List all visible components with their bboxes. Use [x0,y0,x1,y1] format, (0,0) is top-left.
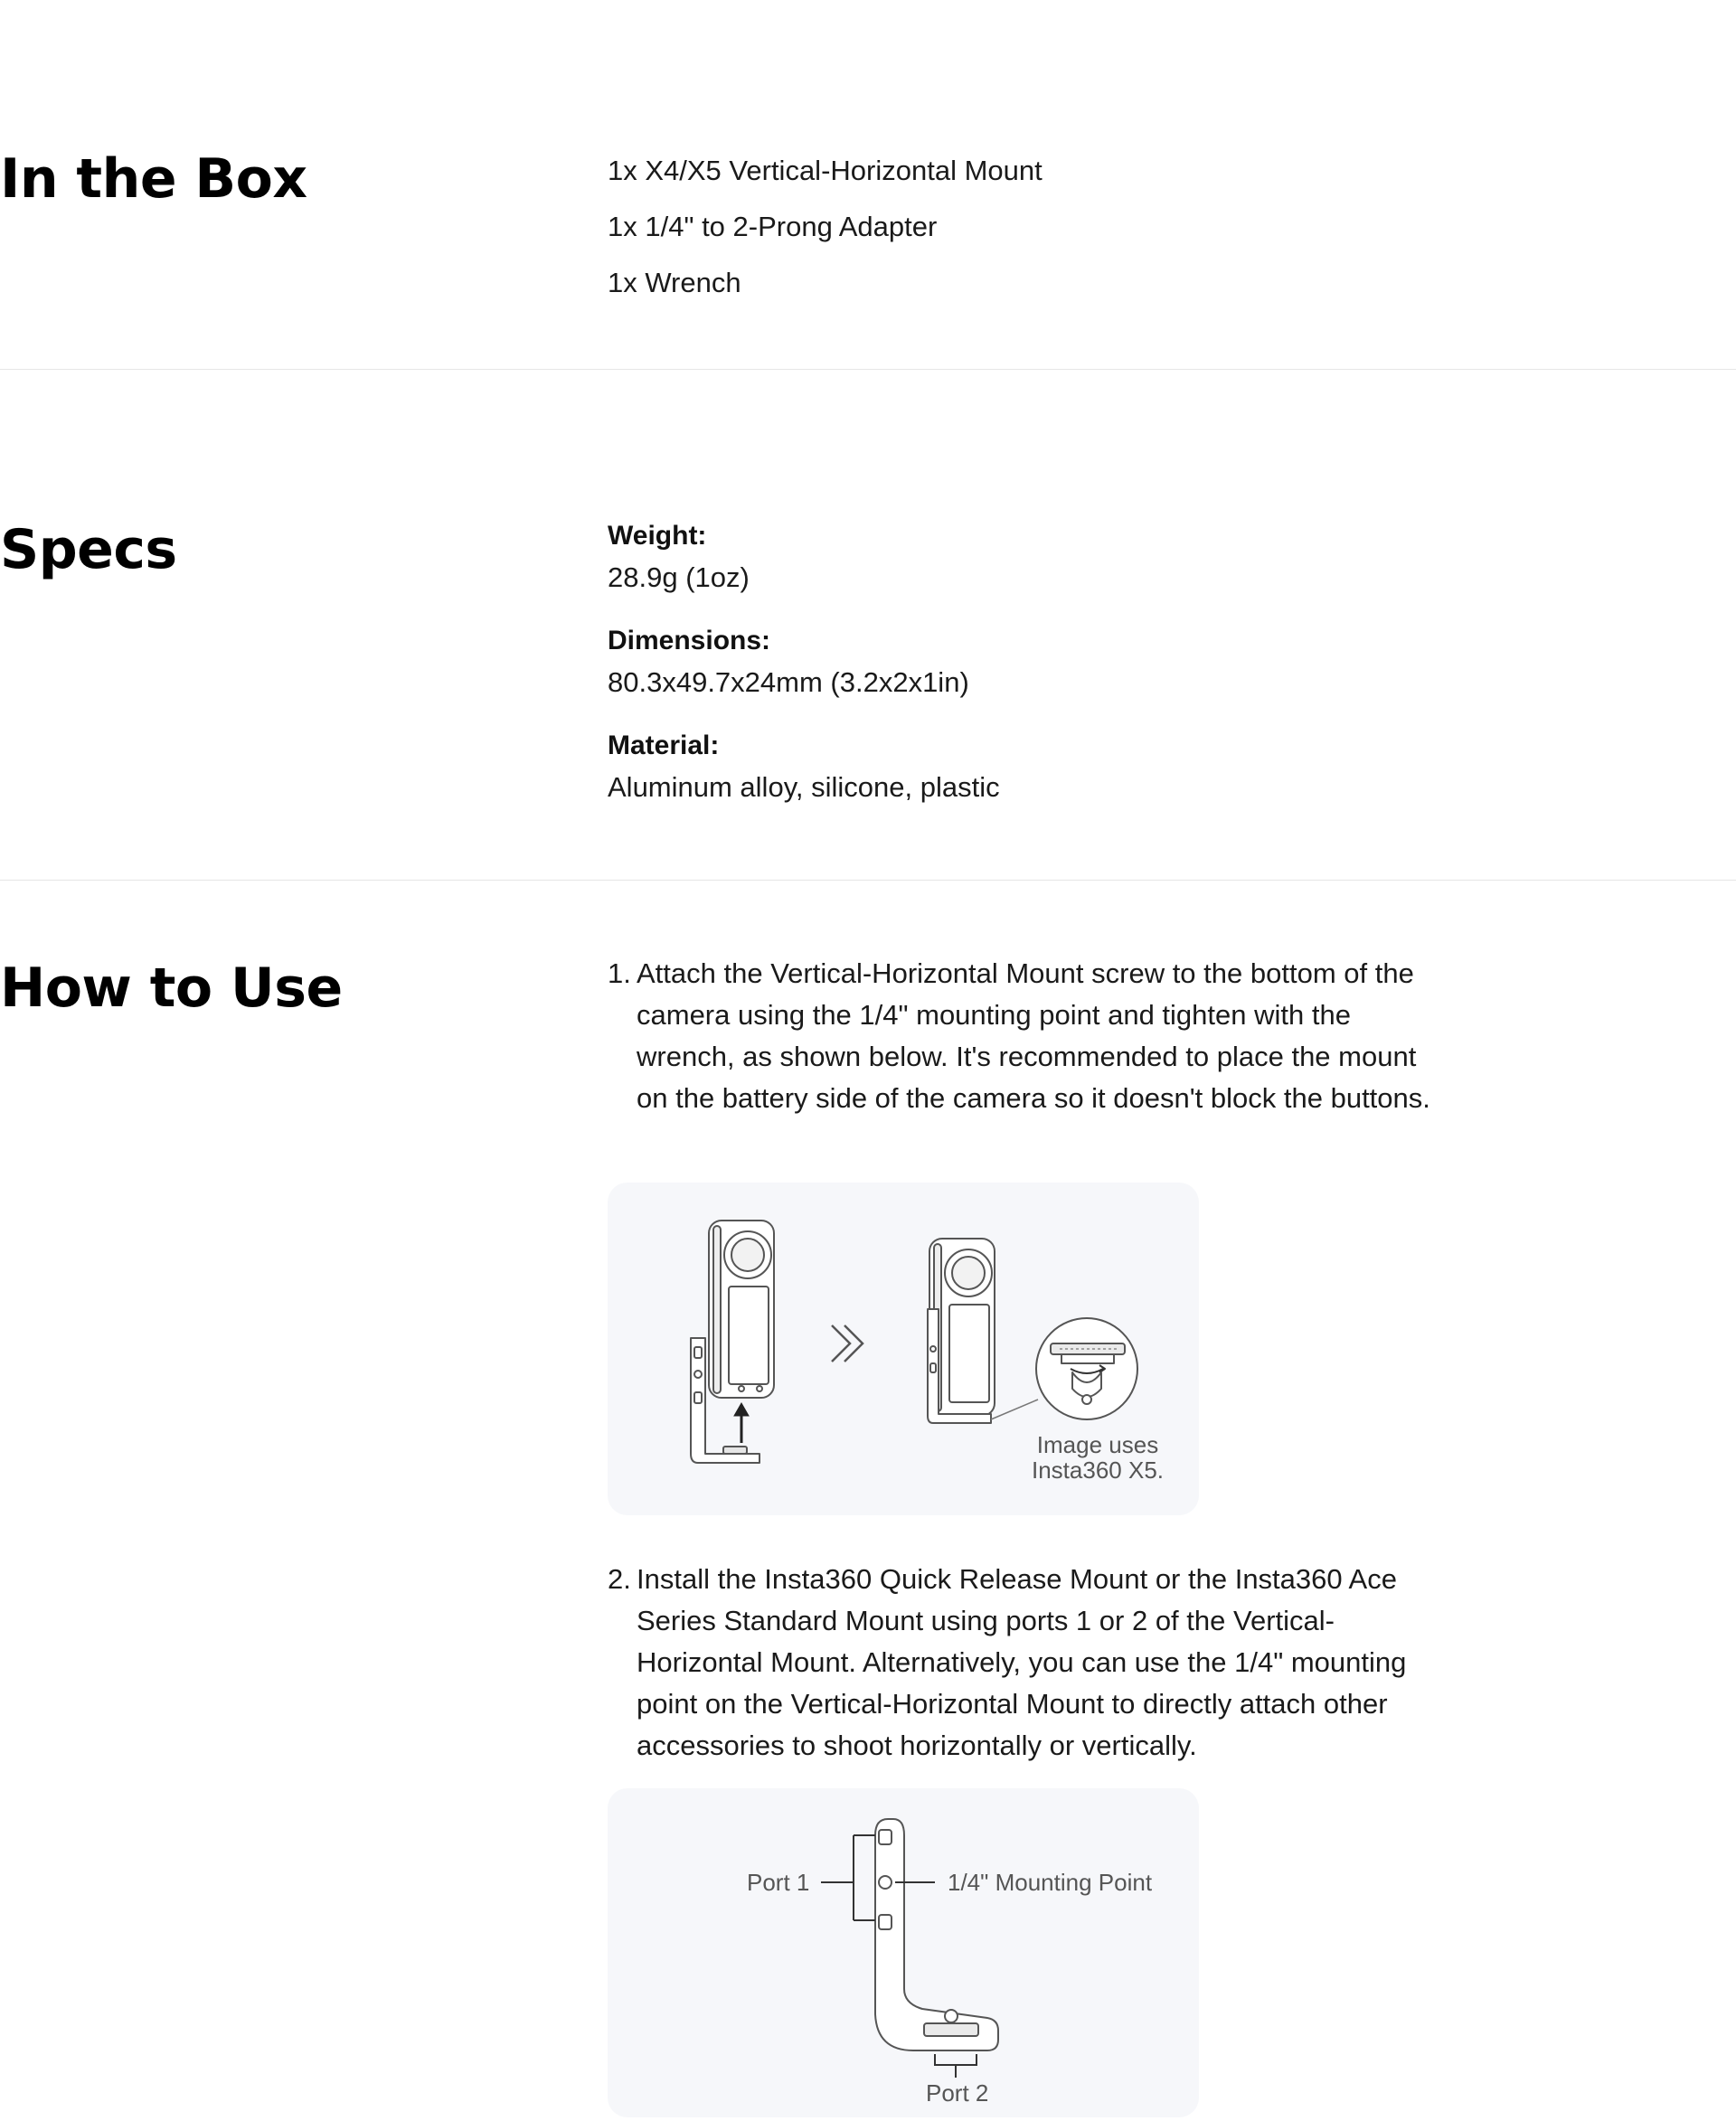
spec-label: Weight: [608,521,707,551]
figure-caption [1025,1432,1170,1483]
l-mount-body [875,1819,998,2050]
step-number: 1. [608,957,631,989]
caption-line: Insta360 X5. [1032,1456,1164,1484]
step-1 [608,953,1439,1119]
ports-diagram [608,1788,1199,2117]
section-divider [0,880,1736,881]
spec-label: Dimensions: [608,626,771,655]
port-1-lower [879,1915,892,1929]
mounting-point-label: 1/4" Mounting Point [948,1869,1153,1896]
port-1-label: Port 1 [747,1869,810,1896]
camera-screen-left [729,1287,769,1384]
how-to-use-heading: How to Use [0,957,343,1020]
spec-material [608,725,1000,808]
specs-heading: Specs [0,518,177,581]
installation-illustration [608,1183,1199,1515]
port-2-label: Port 2 [926,2079,989,2107]
section-divider [0,369,1736,370]
port-2-rail [924,2023,978,2036]
port-1-upper [879,1830,892,1844]
spec-value: 80.3x49.7x24mm (3.2x2x1in) [608,666,969,698]
arrow-up-icon [734,1403,749,1443]
spec-value: Aluminum alloy, silicone, plastic [608,771,1000,803]
list-item: 1x X4/X5 Vertical-Horizontal Mount [608,155,1043,186]
spec-dimensions [608,620,969,703]
double-chevron-icon [832,1325,863,1362]
spec-weight [608,515,750,599]
step-text: Install the Insta360 Quick Release Mount or the Insta360 Ace Series Standard Mount using ports 1 or 2 of the Vertical-Horizontal Mount. Alternatively, you can use the 1/4" mounting point on the Vertical-Horizontal Mount to directly attach other accessories to shoot horizontally or vertically. [637,1563,1407,1761]
ports-illustration [608,1788,1199,2117]
spec-value: 28.9g (1oz) [608,561,750,593]
spec-label: Material: [608,731,720,760]
step-2 [608,1559,1439,1767]
list-item: 1x Wrench [608,267,741,298]
in-the-box-list [608,143,1043,311]
mounting-point-hole [879,1876,892,1889]
step-text: Attach the Vertical-Horizontal Mount screw to the bottom of the camera using the 1/4" mounting point and tighten with the wrench, as shown below. It's recommended to place the mount on the battery side of the camera so it doesn't block the buttons. [637,957,1430,1114]
in-the-box-heading: In the Box [0,147,307,211]
camera-screen-right [949,1305,989,1402]
list-item: 1x 1/4" to 2-Prong Adapter [608,211,938,242]
caption-line: Image uses [1036,1431,1159,1458]
step-number: 2. [608,1563,631,1595]
